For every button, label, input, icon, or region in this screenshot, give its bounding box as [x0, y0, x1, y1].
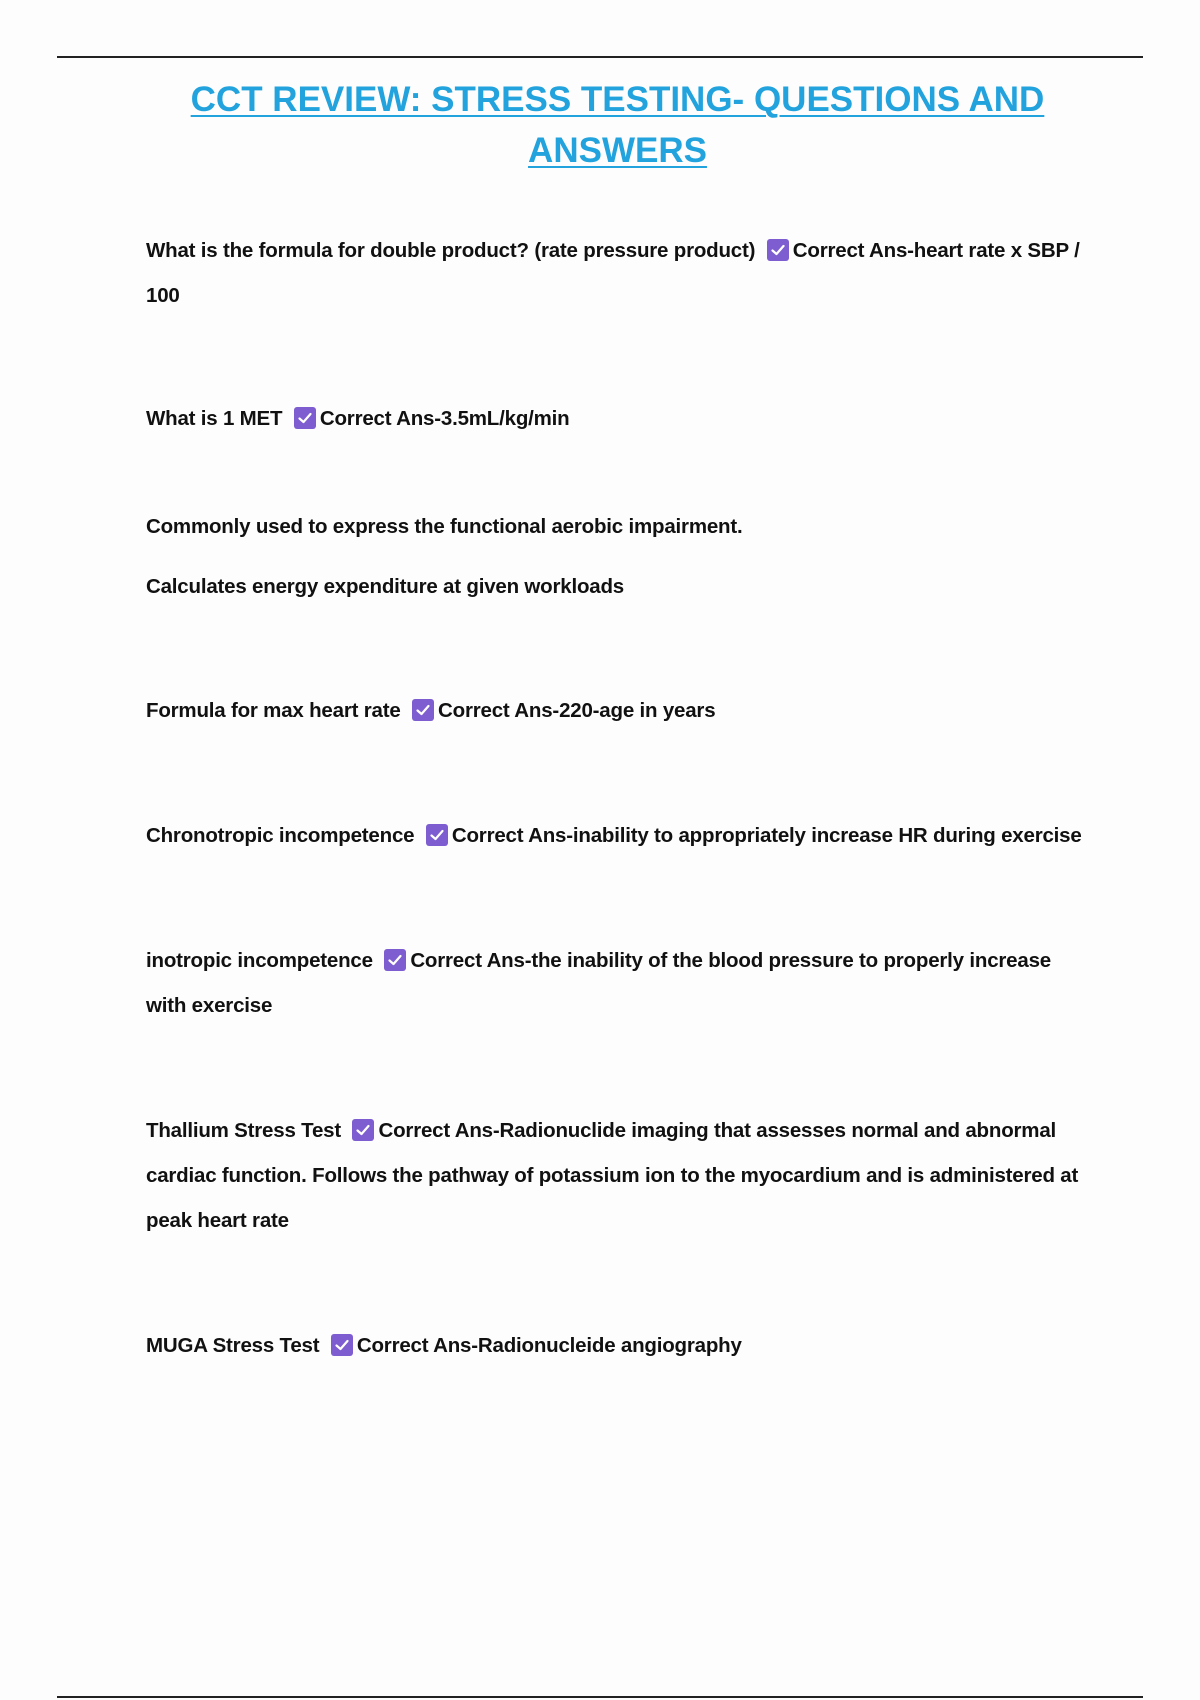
question-text: What is the formula for double product? (rate pressure product): [146, 239, 756, 262]
answer-text: Radionuclide imaging that assesses normal and abnormal cardiac function. Follows the pathway of potassium ion to the myocardium and is administered at peak heart rate: [146, 1119, 1079, 1232]
qa-item-max-heart-rate: [146, 688, 1096, 733]
question-text: Chronotropic incompetence: [146, 824, 415, 847]
qa-item-met: [146, 396, 1096, 441]
checkbox-checked-icon: [426, 824, 448, 846]
answer-text: Radionucleide angiography: [477, 1334, 742, 1357]
answer-prefix: Correct Ans-: [319, 407, 441, 430]
answer-prefix: Correct Ans-: [410, 949, 532, 972]
question-text: MUGA Stress Test: [146, 1334, 320, 1357]
question-text: inotropic incompetence: [146, 949, 373, 972]
checkbox-checked-icon: [294, 407, 316, 429]
qa-item-inotropic: [146, 938, 1096, 1028]
top-divider: [57, 56, 1143, 58]
answer-text: heart rate x SBP / 100: [146, 239, 1080, 307]
answer-text: the inability of the blood pressure to properly increase with exercise: [146, 949, 1051, 1017]
question-text: Formula for max heart rate: [146, 699, 401, 722]
qa-list: [146, 228, 1096, 1368]
checkbox-checked-icon: [767, 239, 789, 261]
note-functional-impairment: Commonly used to express the functional aerobic impairment.: [146, 515, 743, 538]
answer-text: 3.5mL/kg/min: [440, 407, 570, 430]
answer-prefix: Correct Ans-: [356, 1334, 478, 1357]
answer-text: 220-age in years: [559, 699, 716, 722]
question-text: Thallium Stress Test: [146, 1119, 341, 1142]
answer-text: inability to appropriately increase HR during exercise: [572, 824, 1082, 847]
qa-item-thallium: [146, 1108, 1096, 1243]
qa-item-chronotropic: [146, 813, 1096, 858]
answer-prefix: Correct Ans-: [451, 824, 573, 847]
checkbox-checked-icon: [384, 949, 406, 971]
question-text: What is 1 MET: [146, 407, 283, 430]
answer-prefix: Correct Ans-: [438, 699, 560, 722]
checkbox-checked-icon: [331, 1334, 353, 1356]
checkbox-checked-icon: [412, 699, 434, 721]
checkbox-checked-icon: [352, 1119, 374, 1141]
bottom-divider: [57, 1696, 1143, 1698]
document-title: CCT REVIEW: STRESS TESTING- QUESTIONS AND ANSWERS: [190, 80, 1045, 170]
qa-item-muga: [146, 1323, 1096, 1368]
note-energy-expenditure: Calculates energy expenditure at given workloads: [146, 575, 625, 598]
qa-item-double-product: [146, 228, 1096, 318]
answer-prefix: Correct Ans-: [378, 1119, 500, 1142]
answer-prefix: Correct Ans-: [792, 239, 914, 262]
